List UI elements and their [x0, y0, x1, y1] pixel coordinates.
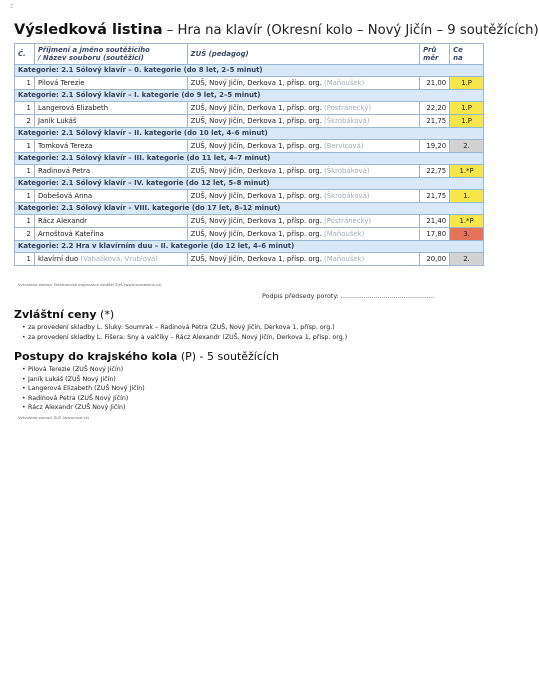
- corner-mark: Ž: [10, 4, 14, 10]
- average-score: 21,75: [420, 190, 450, 203]
- contestant-name: Langerová Elizabeth: [37, 103, 109, 112]
- category-row: [15, 153, 484, 165]
- school-cell: [187, 165, 420, 178]
- row-number: 2: [15, 228, 35, 241]
- category-label: Kategorie: 2.1 Sólový klavír – IV. kategorie (do 12 let, 5–8 minut): [15, 178, 484, 190]
- bullet-icon: •: [22, 333, 26, 341]
- bullet-icon: •: [22, 324, 26, 331]
- bullet-icon: •: [22, 366, 26, 373]
- school-name: ZUŠ, Nový Jičín, Derkova 1, přísp. org.: [190, 216, 322, 225]
- school-name: ZUŠ, Nový Jičín, Derkova 1, přísp. org.: [190, 141, 322, 150]
- table-row: [15, 190, 484, 203]
- ensemble-members: (Vahalíková, Vrublová): [78, 254, 158, 263]
- title-sub: – Hra na klavír (Okresní kolo – Nový Jičín – 9 soutěžících): [162, 23, 539, 38]
- teacher-name: (Maňoušek): [321, 254, 365, 263]
- average-score: 21,75: [420, 115, 450, 128]
- category-row: [15, 90, 484, 102]
- school-name: ZUŠ, Nový Jičín, Derkova 1, přísp. org.: [190, 103, 322, 112]
- school-name: ZUŠ, Nový Jičín, Derkova 1, přísp. org.: [190, 78, 322, 87]
- header-school: ZUŠ (pedagog): [187, 44, 420, 65]
- school-cell: [187, 102, 420, 115]
- list-item: • Langerová Elizabeth (ZUŠ Nový Jičín): [22, 385, 145, 393]
- row-number: 2: [15, 115, 35, 128]
- contestant-name: Arnoštová Kateřina: [37, 229, 104, 238]
- row-number: 1: [15, 165, 35, 178]
- school-cell: [187, 215, 420, 228]
- prize-badge: 1.*P: [450, 165, 484, 178]
- bullet-icon: •: [22, 385, 26, 393]
- school-name: ZUŠ, Nový Jičín, Derkova 1, přísp. org.: [190, 116, 322, 125]
- teacher-name: (Bervicová): [321, 141, 364, 150]
- contestant-name-cell: [34, 102, 187, 115]
- contestant-name-cell: [34, 215, 187, 228]
- page-title: [14, 19, 539, 38]
- table-row: [15, 140, 484, 153]
- row-number: 1: [15, 77, 35, 90]
- teacher-name: (Postránecký): [321, 216, 372, 225]
- contestant-name: Dobešová Anna: [37, 191, 93, 200]
- teacher-name: (Postránecký): [321, 103, 372, 112]
- list-item: • Pilová Terezie (ZUŠ Nový Jičín): [22, 366, 124, 373]
- note-generated: Vytvořeno pomocí Elektronická organizace soutěží ZUŠ (www.souteezus.cz): [18, 282, 162, 287]
- contestant-name: Janík Lukáš: [37, 116, 77, 125]
- average-score: 17,80: [420, 228, 450, 241]
- school-name: ZUŠ, Nový Jičín, Derkova 1, přísp. org.: [190, 229, 322, 238]
- average-score: 21,00: [420, 77, 450, 90]
- school-name: ZUŠ, Nový Jičín, Derkova 1, přísp. org.: [190, 166, 322, 175]
- prize-badge: 1.P: [450, 77, 484, 90]
- prize-badge: 1.: [450, 190, 484, 203]
- school-cell: [187, 190, 420, 203]
- category-row: [15, 178, 484, 190]
- table-row: [15, 102, 484, 115]
- list-item: • Radinová Petra (ZUŠ Nový Jičín): [22, 394, 129, 402]
- average-score: 22,75: [420, 165, 450, 178]
- prize-badge: 3.: [450, 228, 484, 241]
- category-row: [15, 128, 484, 140]
- bullet-icon: •: [22, 375, 26, 383]
- school-cell: [187, 115, 420, 128]
- table-row: [15, 253, 484, 266]
- prize-badge: 1.*P: [450, 215, 484, 228]
- contestant-name-cell: [34, 140, 187, 153]
- school-cell: [187, 253, 420, 266]
- contestant-name-cell: [34, 190, 187, 203]
- contestant-name: klavírní duo: [37, 254, 79, 263]
- table-row: [15, 215, 484, 228]
- bullet-icon: •: [22, 404, 26, 412]
- note-generated-bottom: Vytvořeno pomocí ZUŠ (www.lave.cz): [18, 415, 90, 420]
- row-number: 1: [15, 140, 35, 153]
- bullet-icon: •: [22, 394, 26, 402]
- row-number: 1: [15, 102, 35, 115]
- list-item: • za provedení skladby L. Fišera: Sny a valčíky – Rácz Alexandr (ZUŠ, Nový Jičín, Derkova 1, přísp. org.): [22, 333, 348, 341]
- category-label: Kategorie: 2.1 Sólový klavír – III. kategorie (do 11 let, 4–7 minut): [15, 153, 484, 165]
- teacher-name: (Maňoušek): [321, 229, 365, 238]
- average-score: 19,20: [420, 140, 450, 153]
- header-points: Prů měr: [420, 44, 450, 65]
- contestant-name: Rácz Alexandr: [37, 216, 88, 225]
- advancing-list: [22, 365, 145, 413]
- contestant-name: Pilová Terezie: [37, 78, 85, 87]
- prize-badge: 1.P: [450, 102, 484, 115]
- signature-line: Podpis předsedy poroty: ..............................................: [262, 292, 435, 300]
- table-body: [15, 65, 484, 266]
- category-label: Kategorie: 2.1 Sólový klavír – VIII. kategorie (do 17 let, 8–12 minut): [15, 203, 484, 215]
- row-number: 1: [15, 190, 35, 203]
- contestant-name-cell: [34, 77, 187, 90]
- school-cell: [187, 140, 420, 153]
- table-row: [15, 165, 484, 178]
- category-label: Kategorie: 2.1 Sólový klavír – I. kategorie (do 9 let, 2–5 minut): [15, 90, 484, 102]
- list-item: • za provedení skladby L. Sluky: Soumrak – Radinová Petra (ZUŠ, Nový Jičín, Derkova 1, přísp. org.): [22, 324, 335, 331]
- table-header-row: [15, 44, 484, 65]
- category-row: [15, 65, 484, 77]
- category-row: [15, 241, 484, 253]
- category-label: Kategorie: 2.1 Sólový klavír – 0. kategorie (do 8 let, 2–5 minut): [15, 65, 484, 77]
- average-score: 20,00: [420, 253, 450, 266]
- contestant-name-cell: [34, 253, 187, 266]
- contestant-name: Tomková Tereza: [37, 141, 93, 150]
- header-num: Č.: [15, 44, 35, 65]
- header-prize: Ce na: [450, 44, 484, 65]
- school-cell: [187, 228, 420, 241]
- category-label: Kategorie: 2.2 Hra v klavírním duu – II. kategorie (do 12 let, 4–6 minut): [15, 241, 484, 253]
- results-table: [14, 43, 484, 266]
- contestant-name-cell: [34, 165, 187, 178]
- school-name: ZUŠ, Nový Jičín, Derkova 1, přísp. org.: [190, 254, 322, 263]
- average-score: 21,40: [420, 215, 450, 228]
- advancing-title: Postupy do krajského kola (P) - 5 soutěžících: [14, 350, 279, 363]
- row-number: 1: [15, 253, 35, 266]
- list-item: • Rácz Alexandr (ZUŠ Nový Jičín): [22, 404, 126, 412]
- special-prizes-title: Zvláštní ceny (*): [14, 308, 115, 321]
- title-main: Výsledková listina: [14, 22, 163, 38]
- teacher-name: (Škrobáková): [321, 191, 370, 200]
- special-prizes-list: [22, 323, 347, 342]
- average-score: 22,20: [420, 102, 450, 115]
- table-row: [15, 77, 484, 90]
- prize-badge: 2.: [450, 253, 484, 266]
- contestant-name-cell: [34, 115, 187, 128]
- list-item: • Janík Lukáš (ZUŠ Nový Jičín): [22, 375, 116, 383]
- teacher-name: (Maňoušek): [321, 78, 365, 87]
- table-row: [15, 228, 484, 241]
- teacher-name: (Škrobáková): [321, 166, 370, 175]
- teacher-name: (Škrobáková): [321, 116, 370, 125]
- row-number: 1: [15, 215, 35, 228]
- category-label: Kategorie: 2.1 Sólový klavír – II. kategorie (do 10 let, 4–6 minut): [15, 128, 484, 140]
- table-row: [15, 115, 484, 128]
- school-cell: [187, 77, 420, 90]
- category-row: [15, 203, 484, 215]
- contestant-name: Radinová Petra: [37, 166, 91, 175]
- school-name: ZUŠ, Nový Jičín, Derkova 1, přísp. org.: [190, 191, 322, 200]
- header-name: Příjmení a jméno soutěžícího / Název souboru (soutěžící): [34, 44, 187, 65]
- prize-badge: 1.P: [450, 115, 484, 128]
- contestant-name-cell: [34, 228, 187, 241]
- prize-badge: 2.: [450, 140, 484, 153]
